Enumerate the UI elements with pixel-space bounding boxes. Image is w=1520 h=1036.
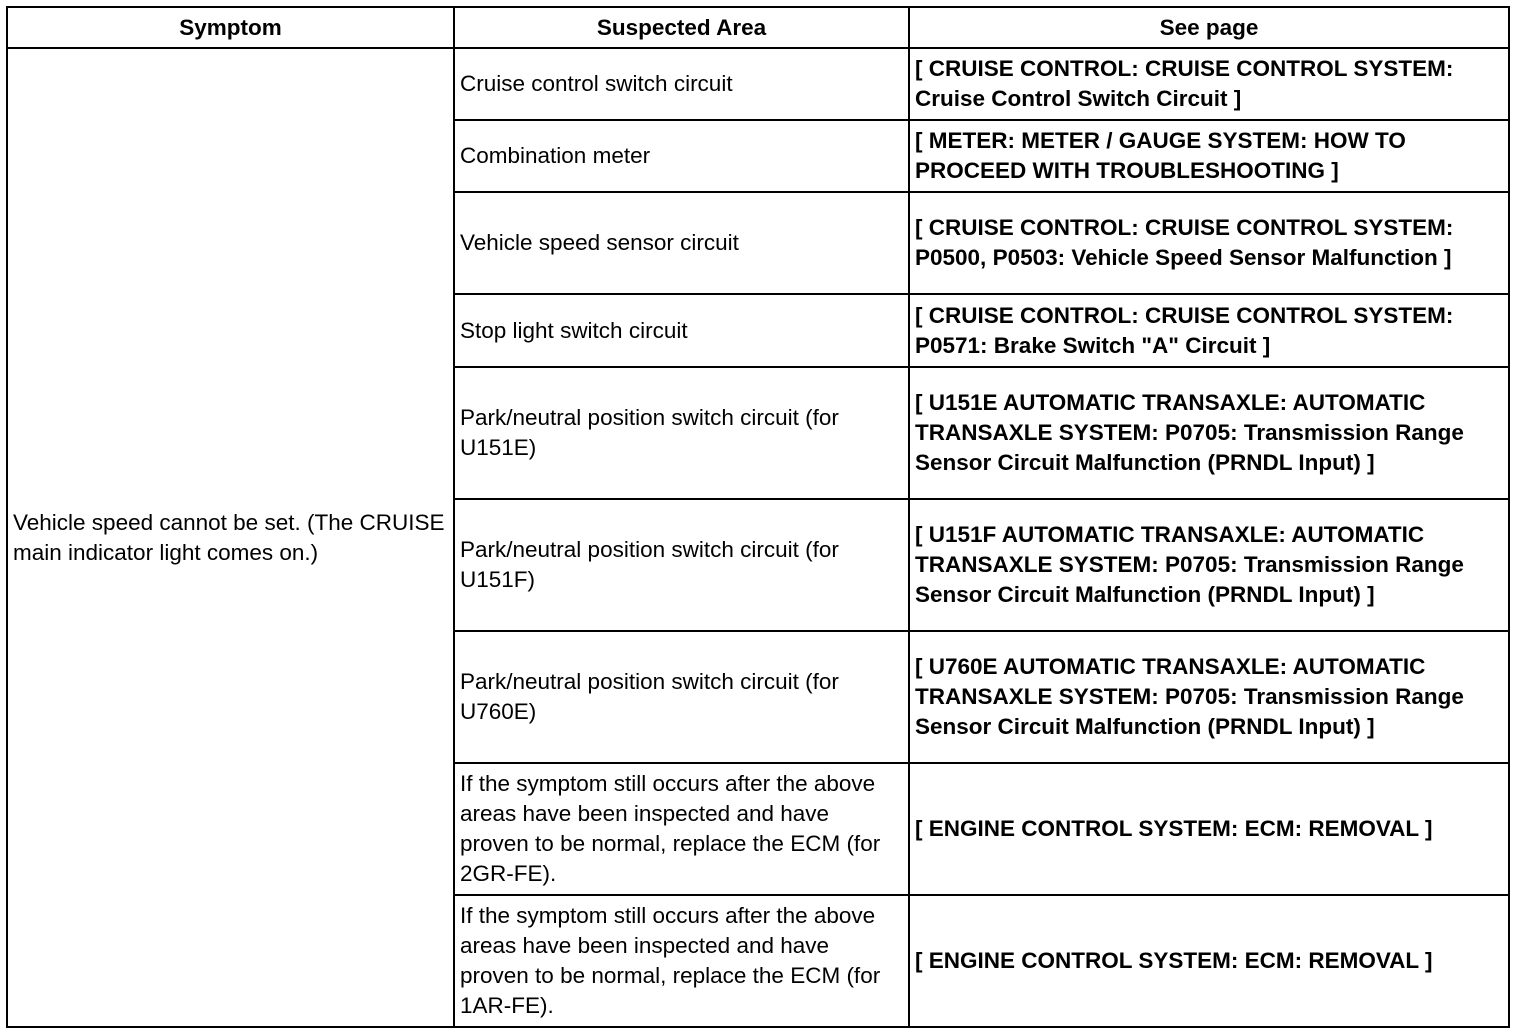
header-suspected-area: Suspected Area: [454, 7, 909, 48]
suspected-area-cell: Vehicle speed sensor circuit: [454, 192, 909, 294]
see-page-link[interactable]: [ CRUISE CONTROL: CRUISE CONTROL SYSTEM: Cruise Control Switch Circuit ]: [909, 48, 1509, 120]
suspected-area-cell: Cruise control switch circuit: [454, 48, 909, 120]
see-page-link[interactable]: [ ENGINE CONTROL SYSTEM: ECM: REMOVAL ]: [909, 895, 1509, 1027]
symptom-cell: Vehicle speed cannot be set. (The CRUISE main indicator light comes on.): [7, 48, 454, 1027]
suspected-area-cell: Combination meter: [454, 120, 909, 192]
troubleshooting-table: [6, 6, 1510, 1028]
suspected-area-cell: Park/neutral position switch circuit (for U760E): [454, 631, 909, 763]
table-row: [7, 48, 1509, 120]
see-page-link[interactable]: [ U760E AUTOMATIC TRANSAXLE: AUTOMATIC TRANSAXLE SYSTEM: P0705: Transmission Range Sensor Circuit Malfunction (PRNDL Input) ]: [909, 631, 1509, 763]
header-see-page: See page: [909, 7, 1509, 48]
see-page-link[interactable]: [ ENGINE CONTROL SYSTEM: ECM: REMOVAL ]: [909, 763, 1509, 895]
suspected-area-cell: Stop light switch circuit: [454, 294, 909, 367]
header-symptom: Symptom: [7, 7, 454, 48]
see-page-link[interactable]: [ U151F AUTOMATIC TRANSAXLE: AUTOMATIC TRANSAXLE SYSTEM: P0705: Transmission Range Sensor Circuit Malfunction (PRNDL Input) ]: [909, 499, 1509, 631]
see-page-link[interactable]: [ U151E AUTOMATIC TRANSAXLE: AUTOMATIC TRANSAXLE SYSTEM: P0705: Transmission Range Sensor Circuit Malfunction (PRNDL Input) ]: [909, 367, 1509, 499]
see-page-link[interactable]: [ CRUISE CONTROL: CRUISE CONTROL SYSTEM: P0500, P0503: Vehicle Speed Sensor Malfunction ]: [909, 192, 1509, 294]
suspected-area-cell: If the symptom still occurs after the above areas have been inspected and have proven to be normal, replace the ECM (for 1AR-FE).: [454, 895, 909, 1027]
see-page-link[interactable]: [ METER: METER / GAUGE SYSTEM: HOW TO PROCEED WITH TROUBLESHOOTING ]: [909, 120, 1509, 192]
suspected-area-cell: Park/neutral position switch circuit (for U151F): [454, 499, 909, 631]
suspected-area-cell: If the symptom still occurs after the above areas have been inspected and have proven to be normal, replace the ECM (for 2GR-FE).: [454, 763, 909, 895]
suspected-area-cell: Park/neutral position switch circuit (for U151E): [454, 367, 909, 499]
see-page-link[interactable]: [ CRUISE CONTROL: CRUISE CONTROL SYSTEM: P0571: Brake Switch "A" Circuit ]: [909, 294, 1509, 367]
header-row: [7, 7, 1509, 48]
